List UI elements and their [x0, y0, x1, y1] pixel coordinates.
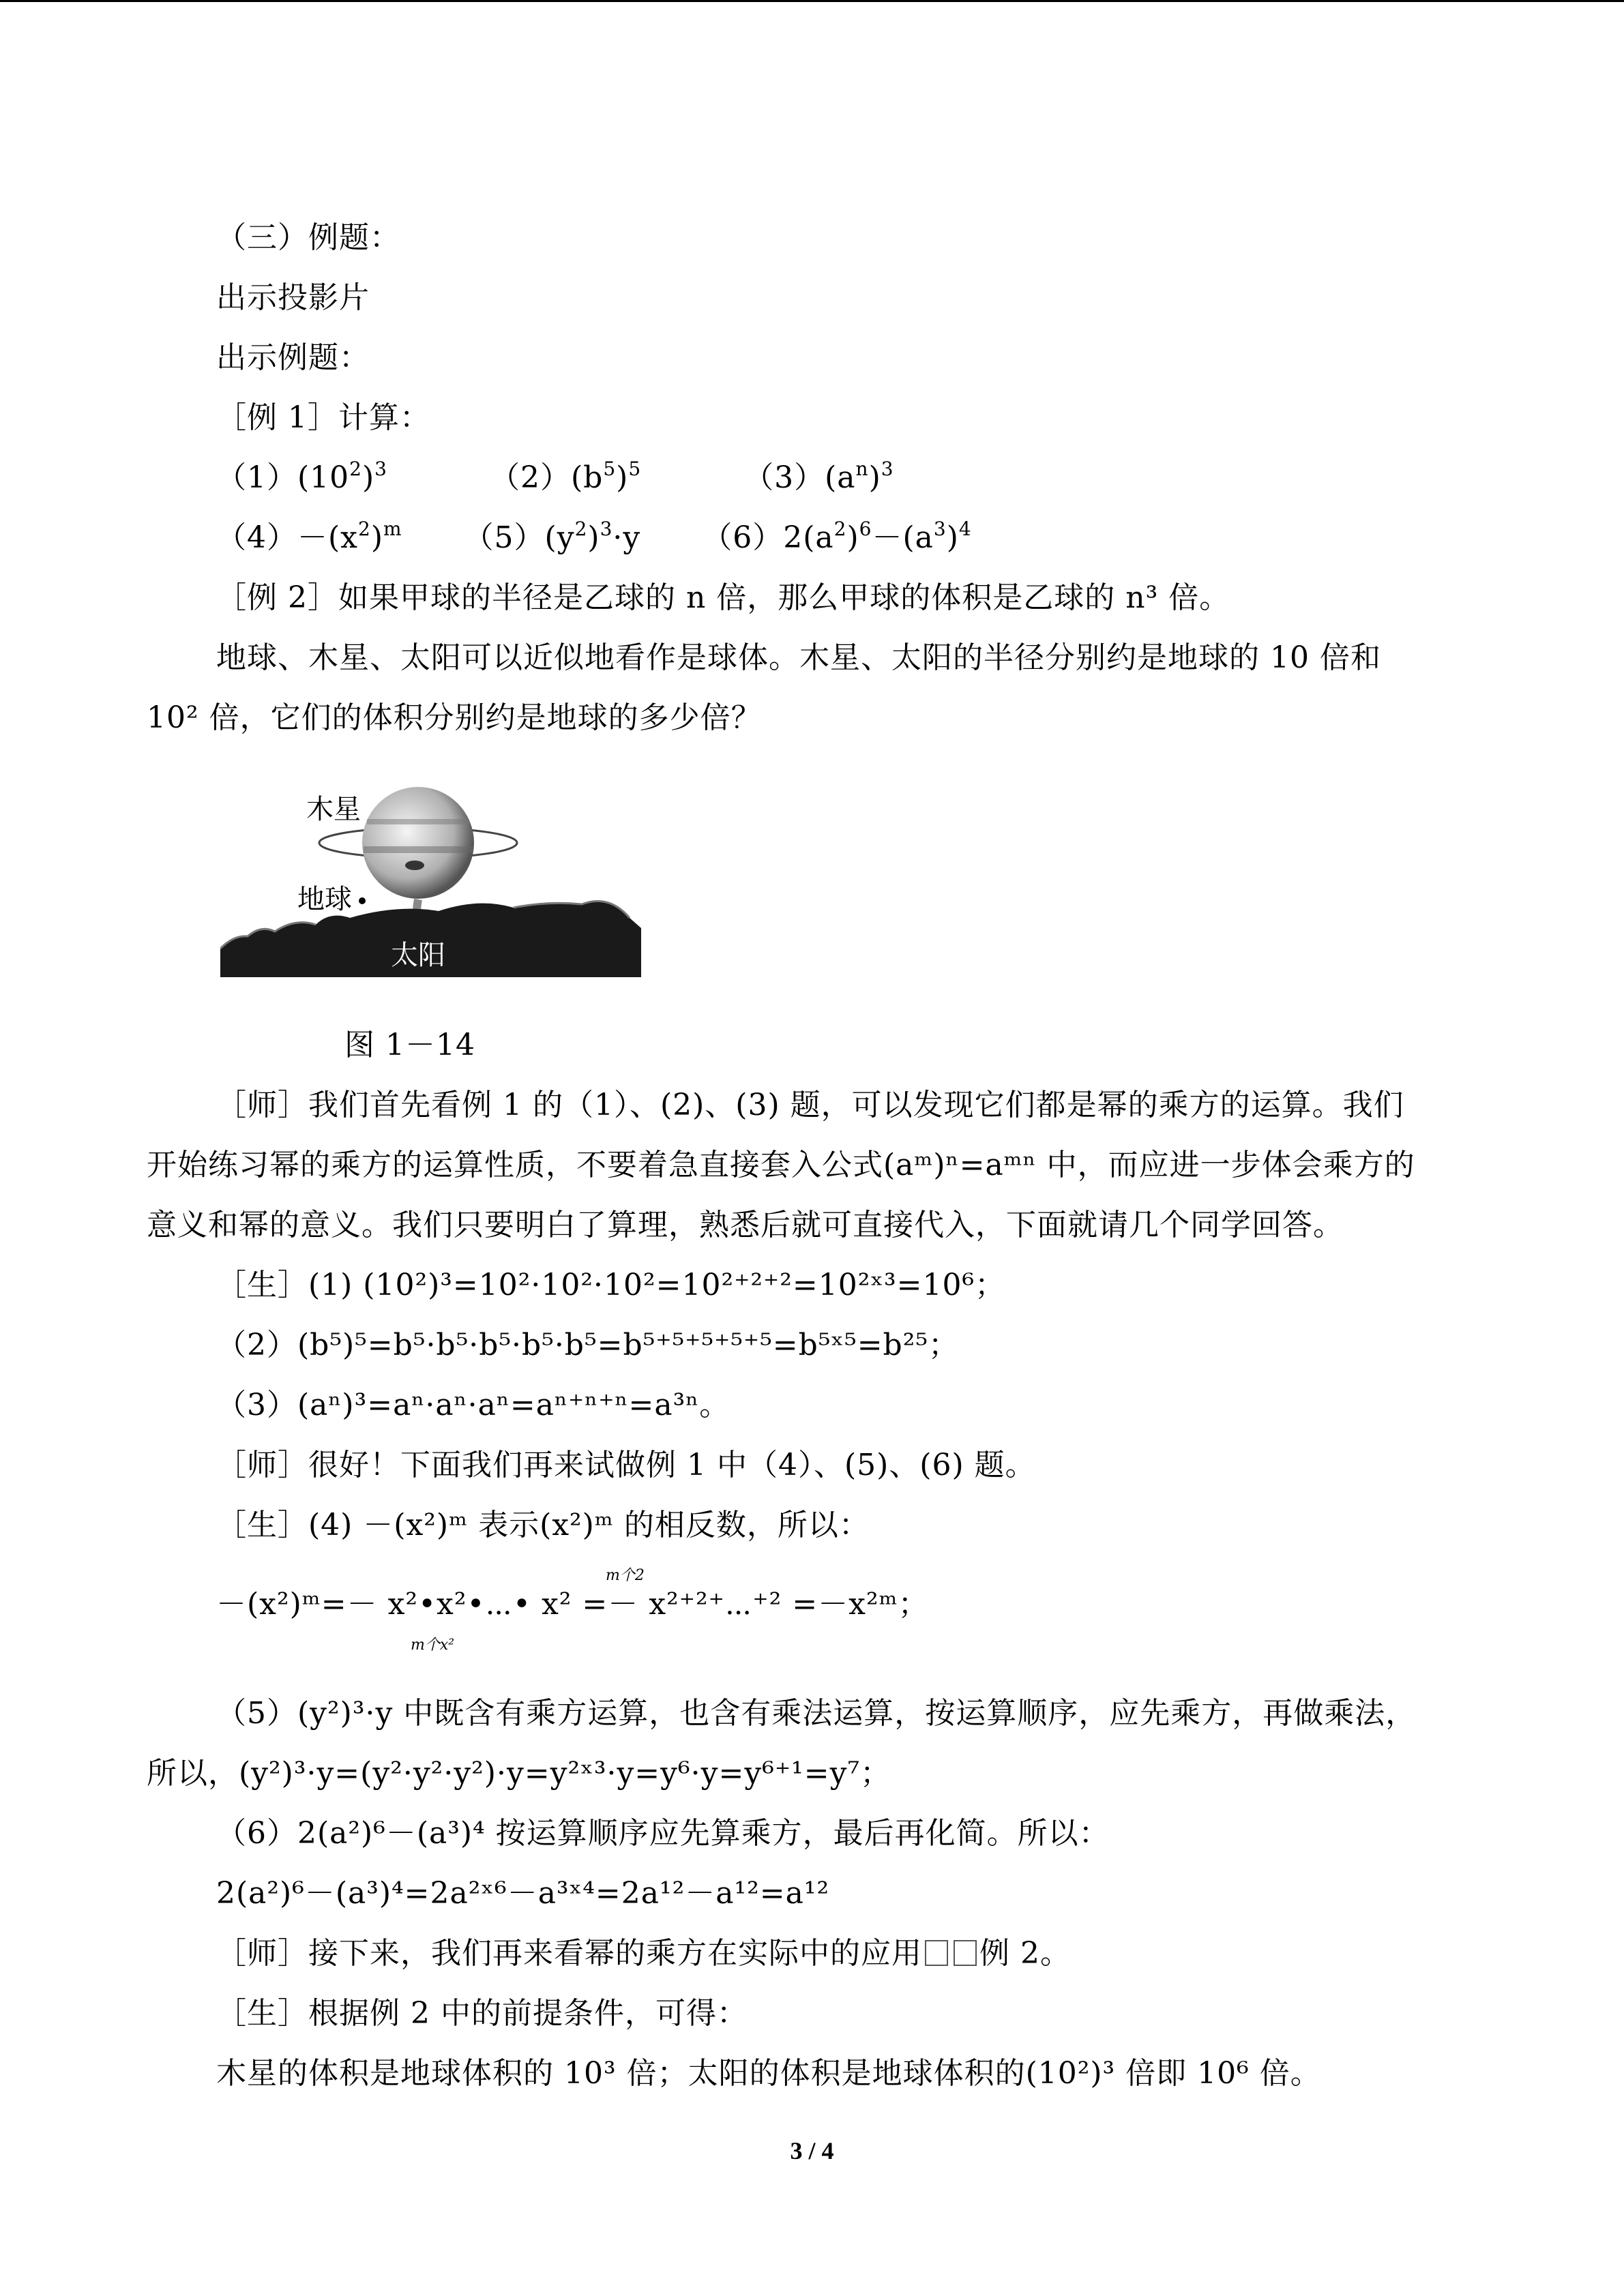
missing-glyph-box — [925, 1940, 948, 1966]
text-line: （3）(aⁿ)³=aⁿ·aⁿ·aⁿ=aⁿ⁺ⁿ⁺ⁿ=a³ⁿ。 — [216, 1388, 730, 1422]
text-line: 出示例题： — [216, 340, 370, 375]
math-line: －(x²)ᵐ=－ x²•x²•⋯• x² =－ x²⁺²⁺⋯⁺² =－x²ᵐ； — [216, 1587, 929, 1622]
text-line: （6）2(a²)⁶－(a³)⁴ 按运算顺序应先算乘方，最后再化简。所以： — [216, 1816, 1110, 1851]
figure-caption: 图 1－14 — [344, 1028, 475, 1062]
math-line: 2(a²)⁶－(a³)⁴=2a²ˣ⁶－a³ˣ⁴=2a¹²－a¹²=a¹² — [216, 1876, 830, 1911]
text-line: ［师］我们首先看例 1 的（1）、(2)、(3) 题，可以发现它们都是幂的乘方的运算。我们 — [216, 1088, 1404, 1122]
text-line: ［生］根据例 2 中的前提条件，可得： — [216, 1996, 748, 2031]
text-line: ［师］接下来，我们再来看幂的乘方在实际中的应用 例 2。 — [216, 1936, 1071, 1971]
sun-label: 太阳 — [391, 940, 445, 971]
brace-label-top: m个2 — [606, 1567, 645, 1584]
example-2-text: ［例 2］如果甲球的半径是乙球的 n 倍，那么甲球的体积是乙球的 n³ 倍。 — [216, 580, 1230, 615]
example-1-row-2: $(4)-(x^2)^m$ $(5)(y^2)^3\cdot y$ $(6)2(a^2)^6-(a^3)^4$ — [216, 518, 972, 555]
earth-label: 地球 — [297, 884, 352, 915]
text-line: ［生］(4) －(x²)ᵐ 表示(x²)ᵐ 的相反数，所以： — [216, 1508, 870, 1542]
text-line: 10² 倍，它们的体积分别约是地球的多少倍？ — [147, 700, 762, 735]
missing-glyph-box — [954, 1940, 977, 1966]
text-line: ［生］(1) (10²)³=10²·10²·10²=10²⁺²⁺²=10²ˣ³=10⁶； — [216, 1268, 1006, 1302]
jupiter — [362, 787, 474, 899]
text-line: （5）(y²)³·y 中既含有乘方运算，也含有乘法运算，按运算顺序，应先乘方，再做乘法， — [216, 1696, 1417, 1731]
text-line: 地球、木星、太阳可以近似地看作是球体。木星、太阳的半径分别约是地球的 10 倍和 — [216, 640, 1381, 675]
page-number: 3 / 4 — [790, 2137, 834, 2164]
planets-figure — [220, 778, 641, 977]
text-line: 所以，(y²)³·y=(y²·y²·y²)·y=y²ˣ³·y=y⁶·y=y⁶⁺¹=y⁷； — [147, 1756, 891, 1791]
section-heading: （三）例题： — [216, 220, 400, 255]
earth — [359, 897, 366, 904]
text-line: ［师］很好！下面我们再来试做例 1 中（4）、(5)、(6) 题。 — [216, 1448, 1036, 1482]
text-line: （2）(b⁵)⁵=b⁵·b⁵·b⁵·b⁵·b⁵=b⁵⁺⁵⁺⁵⁺⁵⁺⁵=b⁵ˣ⁵=b²⁵； — [216, 1328, 959, 1362]
text-line: 意义和幂的意义。我们只要明白了算理，熟悉后就可直接代入，下面就请几个同学回答。 — [147, 1208, 1344, 1242]
example-1-row-1: $(1)(10^2)^3$ $(2)(b^5)^5$ $(3)(a^n)^3$ — [216, 458, 894, 495]
example-1-title: ［例 1］计算： — [216, 400, 430, 435]
jupiter-label: 木星 — [306, 794, 361, 825]
text-line: 木星的体积是地球体积的 10³ 倍；太阳的体积是地球体积的(10²)³ 倍即 10⁶ 倍。 — [216, 2056, 1321, 2091]
brace-label-bottom: m个x² — [411, 1637, 455, 1654]
text-line: 出示投影片 — [216, 280, 370, 315]
text-line: 开始练习幂的乘方的运算性质，不要着急直接套入公式(aᵐ)ⁿ=aᵐⁿ 中，而应进一步体会乘方的 — [147, 1148, 1415, 1182]
